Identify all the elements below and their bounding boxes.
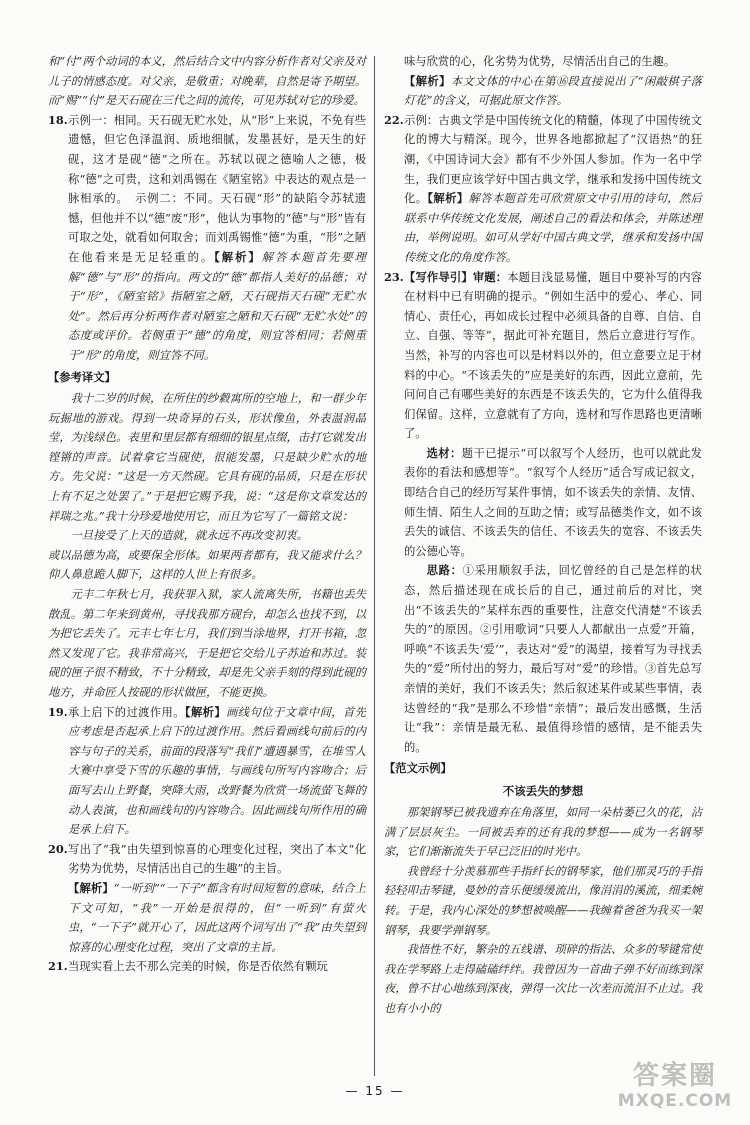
xuancai-label: 选材： [426,445,462,460]
q17-analysis-continuation: 和“付”两个动词的本义，然后结合文中内容分析作者对父亲及对儿子的情感态度。对父亲，是敬重；对晚辈，自然是寄予期望。而“赐”“付”是天石砚在三代之间的流传，可见苏轼对它的珍爱。 [48,55,366,108]
watermark-logo [610,1061,740,1117]
answer-23 [384,268,702,758]
analysis-label: 【解析】 [184,704,227,719]
question-number: 19. [48,704,68,719]
right-column [384,52,702,1019]
page [48,52,708,1082]
silu-text: ①采用顺叙手法，回忆曾经的自己是怎样的状态，然后描述现在成长后的自己，通过前后的对比，突出“不该丢失的”某样东西的重要性，注意交代清楚“不该丢失的”的原因。②引用歌词“只要人人都献出一点爱”开篇，呼唤“不该丢失‘爱’”，表达对“爱”的渴望，接着写为寻找丢失的“爱”所付出的努力，最后写对“爱”的珍惜。③首先总写亲情的美好，我们不该丢失；然后叙述某件或某些事情，表达曾经的“我”是那么不珍惜“亲情”；最后发出感慨，生活让“我”：亲情是最无私、最值得珍惜的感情，是不能丢失的。 [404,564,702,754]
shenti-label: 审题： [472,269,508,284]
sample-essay-heading: 【范文示例】 [384,761,452,776]
question-number: 18. [48,112,68,127]
page-number: — 15 — [345,1084,405,1098]
reference-translation-heading: 【参考译文】 [48,369,116,384]
translation-inscription: 或以品德为高，或要保全形体。如果两者都有，我又能求什么？仰人鼻息跪人脚下，这样的人世上有很多。 [48,548,366,582]
translation-paragraph: 我十二岁的时候，在所住的纱縠寓所的空地上，和一群少年玩掘地的游戏。得到一块奇异的石头，形状像鱼，外表温润晶莹，为浅绿色。表里和里层都有细细的银星点缀，击打它就发出铿锵的声音。试着拿它当砚使，很能发墨，只是缺少贮水的地方。先父说：“这是一方天然砚。它具有砚的品质，只是在形状上有不足之处罢了。”于是把它赐予我，说：“这是你文章发达的祥瑞之兆。”我十分珍爱地使用它，而且为它写了一篇铭文说： [48,392,366,523]
essay-paragraph: 我曾经十分羡慕那些手指纤长的钢琴家，他们那灵巧的手指轻轻叩击琴键，曼妙的音乐便缓缓流出，像涓涓的溪流，细柔婉转。于是，我内心深处的梦想被唤醒——我缠着爸爸为我买一架钢琴，我要学弹钢琴。 [384,864,702,937]
question-number: 23. [384,269,404,284]
essay-paragraph: 那架钢琴已被我遗弃在角落里，如同一朵枯萎已久的花，沾满了层层灰尘。一同被丢弃的还有我的梦想——成为一名钢琴家，它们渐渐流失于早已泛旧的时光中。 [384,805,702,859]
essay-paragraph: 我悟性不好，繁杂的五线谱、琐碎的指法、众多的琴键常使我在学琴路上走得磕磕绊绊。我曾因为一首曲子弹不好而练到深夜，曾不甘心地练到深夜，弹得一次比一次差而流泪不止过。我也有小小的 [384,943,702,1015]
translation-inscription: 一旦接受了上天的造就，就永远不再改变初衷。 [70,529,308,543]
answer-19 [48,703,366,840]
answer-text: 示例：古典文学是中国传统文化的精髓，体现了中国传统文化的博大与精深。现今，世界各地都掀起了“汉语热”的狂潮，《中国诗词大会》都有不少外国人参加。作为一名中学生，我们更应该学好中国古典文学，继承和发扬中国传统文化。 [404,113,702,206]
answer-text: 示例一：相同。天石砚无贮水处，从“形”上来说，不免有些遗憾，但它色泽温润、质地细腻，发墨甚好，是天生的好砚，这才是砚“德”之所在。苏轼以砚之德喻人之德，极称“德”之可贵，这和刘禹锡在《陋室铭》中表达的观点是一脉相承的。 示例二：不同。天石砚“形”的缺陷令苏轼遗憾，但他并不以“德”废“形”，他认为事物的“德”与“形”皆有可取之处，就看如何取舍；而刘禹锡惟“德”为重，“形”之陋在他看来是无足轻重的。 [68,113,366,264]
xuancai-text: 题干已提示“可以叙写个人经历，也可以就此发表你的看法和感想等”。“叙写个人经历”适合写成记叙文，即结合自己的经历写某件事情，如不该丢失的亲情、友情、师生情、陌生人之间的互助之情；或写品德类作文，如不该丢失的诚信、不该丢失的信任、不该丢失的宽容、不该丢失的公德心等。 [404,446,702,558]
analysis-text: 解答本题首先要理解“德”与“形”的指向。两文的“德”都指人美好的品德；对于“形”，《陋室铭》指陋室之陋，天石砚指天石砚“无贮水处”。然后再分析两作者对陋室之陋和天石砚“无贮水处”的态度或评价。若侧重于“德”的角度，则宜答相同；若侧重于“形”的角度，则宜答不同。 [68,250,366,362]
answer-20 [48,840,366,958]
answer-21-continuation: 味与欣赏的心，化劣势为优势，尽情活出自己的生趣。 [404,55,676,68]
answer-21 [48,957,366,977]
analysis-text: 本文文体的中心在第⑯段直接说出了“闲敲棋子落灯花”的含义，可据此原文作答。 [404,74,702,108]
essay-title: 不该丢失的梦想 [502,783,584,798]
analysis-text: “一听到”“一下子”都含有时间短暂的意味，结合上下文可知，“我”一开始是很得的，但“一听到”有萤火虫，“一下子”就开心了，因此这两个词写出了“我”由失望到惊喜的心理变化过程，突出了文章的主旨。 [68,881,366,954]
analysis-label: 【解析】 [404,73,451,88]
analysis-label: 【解析】 [427,191,469,206]
analysis-label: 【解析】 [68,880,114,895]
watermark-text: 答案圈 [632,1061,717,1091]
column-divider [374,56,375,1076]
silu-label: 思路： [426,563,463,578]
translation-paragraph: 元丰二年秋七月，我获罪入狱，家人流离失所，书籍也丢失散乱。第二年来到黄州，寻找我那方砚台，却怎么也找不到，以为把它丢失了。元丰七年七月，我们到当涂地界，打开书箱，忽然又发现了它。我非常高兴，于是把它交给儿子苏迨和苏过。装砚的匣子很不精致，不十分精致，却是先父亲手刻的得到此砚的地方，并命匠人按砚的形状做匣，不能更换。 [48,588,366,699]
question-number: 21. [48,959,68,974]
answer-text: 承上启下的过渡作用。 [68,705,185,719]
answer-18 [48,111,366,366]
answer-text: 写出了“我”由失望到惊喜的心理变化过程，突出了本文“化劣势为优势，尽情活出自己的生趣”的主旨。 [68,842,366,876]
shenti-text: 本题目浅显易懂，题目中要补写的内容在材料中已有明确的提示。“例如生活中的爱心、孝心、同情心、责任心，再如成长过程中必须具备的自尊、自信、自立、自强、等等”，据此可补充题目，然后立意进行写作。当然，补写的内容也可以是材料以外的，但立意要立足于材料的中心。“不该丢失的”应是美好的东西，因此立意前，先问问自己有哪些美好的东西是不该丢失的，它为什么值得我们保留。这样，立意就有了方向，选材和写作思路也更清晰了。 [404,270,702,441]
analysis-text: 画线句位于文章中间，首先应考虑是否起承上启下的过渡作用。然后看画线句前后的内容与句子的关系，前面的段落写“我们”遭遇暴雪，在堆雪人大赛中享受下雪的乐趣的事情，与画线句所写内容吻合；后面写去山上野餐，突降大雨，改野餐为欣赏一场流萤飞舞的动人表演，也和画线句的内容吻合。因此画线句所作用的确是承上启下。 [68,705,366,837]
left-column [48,52,366,977]
question-number: 20. [48,841,68,856]
watermark-url: MXQE.COM [617,1091,733,1111]
writing-guide-label: 【写作导引】 [404,269,473,284]
answer-22 [384,111,702,268]
question-number: 22. [384,112,404,127]
analysis-text: 解答本题首先可欣赏原文中引用的诗句，然后联系中华传统文化发展，阐述自己的看法和体会，并陈述理由，举例说明。如可从学好中国古典文学，继承和发扬中国传统文化的角度作答。 [404,192,702,264]
analysis-label: 【解析】 [214,249,262,264]
answer-text: 当现实看上去不那么完美的时候，你是否依然有颗玩 [68,960,328,974]
